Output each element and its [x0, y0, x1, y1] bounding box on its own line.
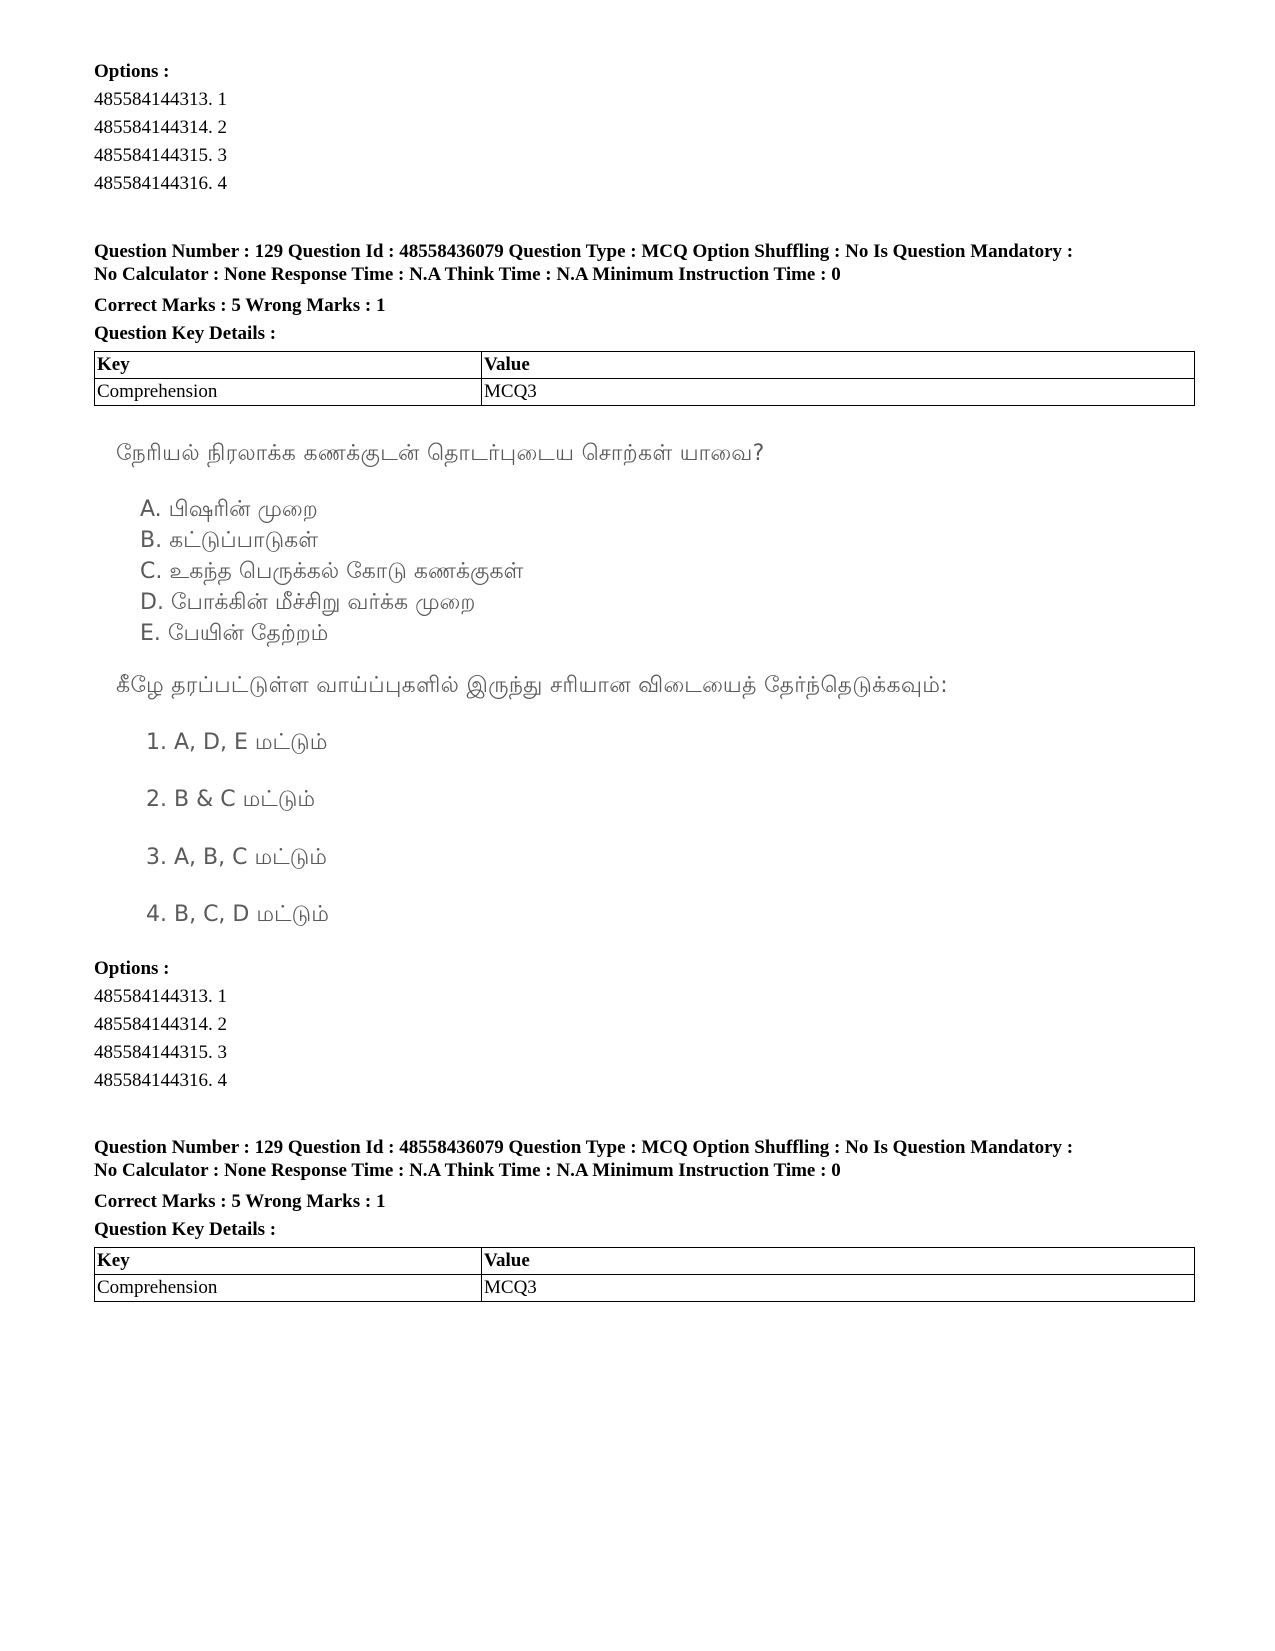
option-item: 485584144316. 4 [94, 1070, 227, 1091]
table-header-key: Key [95, 352, 482, 379]
statement-a: A. பிஷரின் முறை [140, 497, 318, 522]
table-cell-value: MCQ3 [482, 379, 1195, 406]
answer-choice-4: 4. B, C, D மட்டும் [146, 902, 329, 927]
options-heading: Options : [94, 61, 170, 82]
table-row [95, 379, 1195, 406]
statement-b: B. கட்டுப்பாடுகள் [140, 528, 319, 553]
options-heading: Options : [94, 958, 170, 979]
marks-line: Correct Marks : 5 Wrong Marks : 1 [94, 295, 386, 316]
option-item: 485584144313. 1 [94, 89, 227, 110]
table-cell-value: MCQ3 [482, 1275, 1195, 1302]
key-details-table [94, 1247, 1195, 1302]
table-header-row [95, 352, 1195, 379]
table-header-value: Value [482, 352, 1195, 379]
statement-c: C. உகந்த பெருக்கல் கோடு கணக்குகள் [140, 559, 524, 584]
table-cell-key: Comprehension [95, 1275, 482, 1302]
table-row [95, 1275, 1195, 1302]
option-item: 485584144314. 2 [94, 1014, 227, 1035]
table-cell-key: Comprehension [95, 379, 482, 406]
instruction-text: கீழே தரப்பட்டுள்ள வாய்ப்புகளில் இருந்து சரியான விடையைத் தேர்ந்தெடுக்கவும்: [116, 673, 948, 698]
marks-line: Correct Marks : 5 Wrong Marks : 1 [94, 1191, 386, 1212]
question-meta-line1: Question Number : 129 Question Id : 48558436079 Question Type : MCQ Option Shuffling : No Is Question Mandatory : [94, 1137, 1074, 1158]
table-header-value: Value [482, 1248, 1195, 1275]
top-options-section [94, 58, 227, 198]
statement-d: D. போக்கின் மீச்சிறு வர்க்க முறை [140, 590, 476, 615]
option-item: 485584144314. 2 [94, 117, 227, 138]
key-details-label: Question Key Details : [94, 1219, 277, 1240]
table-header-row [95, 1248, 1195, 1275]
question-meta-line1: Question Number : 129 Question Id : 48558436079 Question Type : MCQ Option Shuffling : No Is Question Mandatory : [94, 241, 1074, 262]
question-meta [94, 240, 1204, 286]
answer-choice-3: 3. A, B, C மட்டும் [146, 845, 328, 870]
key-details-table [94, 351, 1195, 406]
question-meta [94, 1136, 1204, 1182]
question-text: நேரியல் நிரலாக்க கணக்குடன் தொடர்புடைய சொற்கள் யாவை? [116, 441, 765, 466]
answer-choice-2: 2. B & C மட்டும் [146, 787, 316, 812]
statement-e: E. பேயின் தேற்றம் [140, 621, 329, 646]
option-item: 485584144313. 1 [94, 986, 227, 1007]
answer-choice-1: 1. A, D, E மட்டும் [146, 730, 328, 755]
option-item: 485584144315. 3 [94, 1042, 227, 1063]
table-header-key: Key [95, 1248, 482, 1275]
mid-options-section [94, 955, 227, 1095]
option-item: 485584144316. 4 [94, 173, 227, 194]
question-image [94, 424, 1064, 954]
key-details-label: Question Key Details : [94, 323, 277, 344]
question-meta-line2: No Calculator : None Response Time : N.A Think Time : N.A Minimum Instruction Time : 0 [94, 1160, 841, 1181]
question-meta-line2: No Calculator : None Response Time : N.A Think Time : N.A Minimum Instruction Time : 0 [94, 264, 841, 285]
option-item: 485584144315. 3 [94, 145, 227, 166]
